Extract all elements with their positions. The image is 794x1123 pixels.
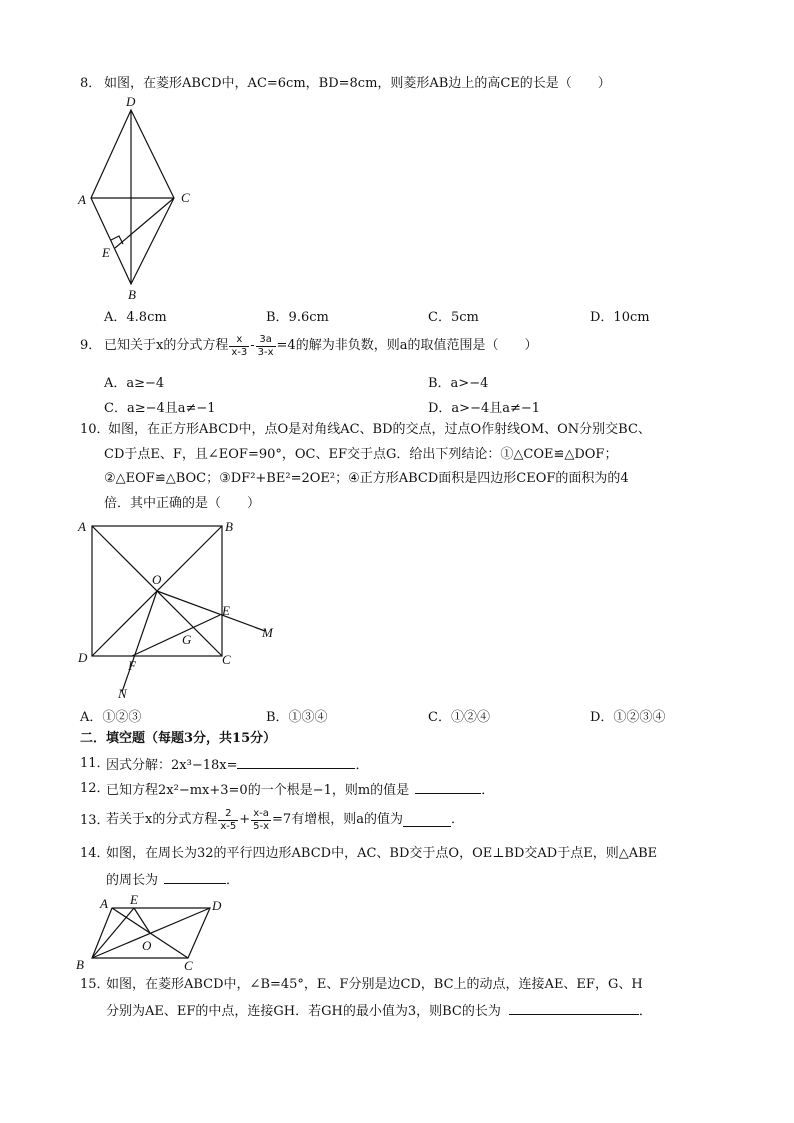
- q10-line-2: CD于点E、F，且∠EOF=90°，OC、EF交于点G．给出下列结论：①△COE≌△DOF；: [104, 447, 618, 462]
- q11-stem: [106, 756, 369, 774]
- q9-option-a: A．a≥−4: [104, 376, 165, 391]
- q8-label-d: D: [126, 94, 136, 109]
- q8-label-a: A: [78, 192, 86, 207]
- q13-number: 13．: [80, 813, 110, 828]
- q15-end: ．: [638, 1004, 652, 1019]
- q14-line-2: [106, 871, 239, 889]
- q8-option-d: D．10cm: [590, 310, 650, 325]
- q14-answer-blank[interactable]: [164, 871, 226, 884]
- q10-label-b: B: [225, 519, 233, 534]
- q10-number: 10．: [80, 422, 110, 437]
- q8-label-e: E: [102, 245, 110, 260]
- q8-option-b: B．9.6cm: [266, 310, 329, 325]
- q9-option-d: D．a>−4且a≠−1: [428, 401, 541, 416]
- q10-label-c: C: [222, 652, 231, 667]
- q10-label-o: O: [152, 572, 162, 587]
- q14-parallelogram-figure: [70, 892, 230, 974]
- q9-fraction-1: $\frac{x}{x-3}$: [231, 334, 248, 358]
- q14-label-b: B: [76, 957, 84, 972]
- q9-stem: [104, 330, 537, 362]
- q12-text: 已知方程2x²−mx+3=0的一个根是−1，则m的值是: [106, 783, 410, 798]
- section-2-heading: 二．填空题（每题3分，共15分）: [80, 731, 277, 746]
- q10-label-f: F: [128, 658, 136, 673]
- q15-number: 15．: [80, 977, 110, 992]
- q14-line-1: 如图，在周长为32的平行四边形ABCD中，AC、BD交于点O，OE⊥BD交AD于点E，则△ABE: [106, 846, 658, 861]
- q13-post: =7有增根，则a的值为: [272, 811, 403, 827]
- q10-label-g: G: [182, 632, 192, 647]
- q9-fraction-2: $\frac{3a}{3-x}$: [257, 334, 274, 358]
- q9-option-c: C．a≥−4且a≠−1: [104, 401, 216, 416]
- q8-stem: 如图，在菱形ABCD中，AC=6cm，BD=8cm，则菱形AB边上的高CE的长是（ ）: [104, 76, 611, 91]
- q10-option-d: D．①②③④: [590, 710, 666, 725]
- q14-number: 14．: [80, 846, 110, 861]
- q12-end: ．: [481, 783, 495, 798]
- q14-label-o: O: [142, 938, 152, 953]
- q10-option-b: B．①③④: [266, 710, 328, 725]
- q15-text: 分别为AE、EF的中点，连接GH．若GH的最小值为3，则BC的长为: [106, 1004, 501, 1019]
- q14-label-a: A: [100, 896, 108, 911]
- q15-line-2: [106, 1002, 652, 1020]
- q14-label-d: D: [212, 898, 222, 913]
- q13-pre: 若关于x的分式方程: [106, 811, 218, 827]
- q9-option-b: B．a>−4: [428, 376, 489, 391]
- q10-label-m: M: [262, 625, 273, 640]
- q13-answer-blank[interactable]: [403, 814, 451, 827]
- q10-label-a: A: [78, 519, 86, 534]
- q13-plus: +: [239, 811, 251, 827]
- q8-option-a: A．4.8cm: [104, 310, 167, 325]
- q9-number: 9．: [80, 338, 102, 353]
- q11-number: 11．: [80, 756, 110, 771]
- q13-stem: [106, 803, 464, 837]
- q13-fraction-1: $\frac{2}{x-5}$: [220, 808, 237, 832]
- q8-label-b: B: [128, 287, 136, 302]
- q10-square-figure: [70, 514, 290, 704]
- q10-label-d: D: [78, 650, 88, 665]
- q10-label-e: E: [222, 603, 230, 618]
- q11-answer-blank[interactable]: [237, 756, 355, 769]
- q9-stem-pre: 已知关于x的分式方程: [104, 337, 229, 353]
- q11-end: ．: [355, 758, 369, 773]
- q15-line-1: 如图，在菱形ABCD中，∠B=45°，E、F分别是边CD，BC上的动点，连接AE、EF，G、H: [106, 977, 643, 992]
- q8-rhombus-figure: [70, 92, 210, 304]
- q10-option-c: C．①②④: [428, 710, 490, 725]
- q12-stem: [106, 781, 494, 799]
- q13-end: ．: [450, 811, 464, 827]
- q14-text: 的周长为: [106, 873, 159, 888]
- q10-line-3: ②△EOF≌△BOC；③DF²+BE²=2OE²；④正方形ABCD面积是四边形CEOF的面积为的4: [104, 471, 629, 486]
- q12-answer-blank[interactable]: [415, 781, 481, 794]
- q11-text: 因式分解：2x³−18x=: [106, 758, 238, 773]
- q14-label-c: C: [184, 958, 193, 973]
- q10-option-a: A．①②③: [80, 710, 142, 725]
- q9-stem-post: =4的解为非负数，则a的取值范围是（ ）: [276, 337, 538, 353]
- q14-label-e: E: [130, 892, 138, 907]
- q8-label-c: C: [181, 190, 190, 205]
- q12-number: 12．: [80, 781, 110, 796]
- q9-minus: -: [250, 337, 255, 353]
- q13-fraction-2: $\frac{x-a}{5-x}$: [253, 808, 270, 832]
- q8-option-c: C．5cm: [428, 310, 479, 325]
- q10-line-4: 倍．其中正确的是（ ）: [104, 496, 261, 511]
- q15-answer-blank[interactable]: [509, 1002, 639, 1015]
- q10-label-n: N: [118, 686, 127, 701]
- q14-end: ．: [226, 873, 240, 888]
- q10-line-1: 如图，在正方形ABCD中，点O是对角线AC、BD的交点，过点O作射线OM、ON分别交BC、: [108, 422, 651, 437]
- q8-number: 8．: [80, 76, 102, 91]
